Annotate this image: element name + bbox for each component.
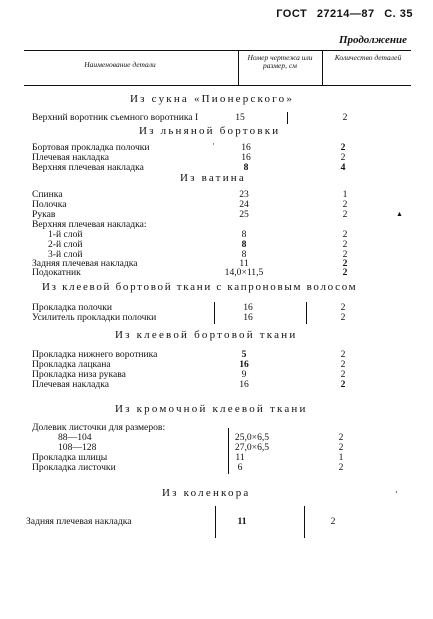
drawing-number: 9 [241,369,247,380]
drawing-number: 25 [239,209,249,220]
detail-qty: 1 [342,189,348,200]
detail-qty: 2 [340,302,346,313]
detail-qty: 2 [340,312,346,323]
continuation-label: Продолжение [338,34,407,46]
drawing-number: 11 [235,452,245,463]
detail-qty: 1 [338,452,344,463]
detail-qty: 2 [338,442,344,453]
section-title: Из сукна «Пионерского» [130,93,295,105]
drawing-number: 8 [241,249,247,260]
detail-name: Спинка [32,189,63,200]
detail-qty: 2 [342,199,348,210]
standard-number: 27214—87 [316,8,375,20]
smudge-mark: · [212,139,215,149]
detail-qty: 2 [342,258,348,269]
detail-qty: 2 [340,152,346,163]
section-title: Из клеевой бортовой ткани [115,329,298,341]
detail-name: Подокатник [32,267,81,278]
drawing-number: 16 [243,312,253,323]
detail-name: Прокладка полочки [32,302,113,313]
detail-qty: 2 [338,462,344,473]
drawing-number: 8 [243,162,249,173]
column-header-name: Наименование детали [84,60,156,69]
section-title: Из ватина [180,172,246,184]
drawing-number: 16 [239,379,249,390]
detail-qty: 2 [338,432,344,443]
detail-qty: 2 [340,359,346,370]
section-title: Из клеевой бортовой ткани с капроновым волосом [42,281,358,293]
column-bar [306,302,307,324]
column-bar [304,506,305,538]
detail-name: Задняя плечевая накладка [26,516,132,527]
column-divider-2 [322,50,323,85]
drawing-number: 8 [241,229,247,240]
detail-name: Плечевая накладка [32,152,110,163]
detail-qty: 2 [340,349,346,360]
detail-qty: 2 [342,209,348,220]
drawing-number: 8 [241,239,247,250]
detail-name: 1-й слой [48,229,83,240]
detail-qty: 2 [342,229,348,240]
section-title: Из коленкора [162,487,251,499]
detail-name: Прокладка шлицы [32,452,108,463]
drawing-number: 24 [239,199,249,210]
detail-name: 88—104 [58,432,92,443]
detail-name: 3-й слой [48,249,83,260]
detail-qty: 2 [342,239,348,250]
detail-qty: 2 [342,267,348,278]
standard-label: ГОСТ [276,8,308,20]
drawing-number: 11 [237,516,247,527]
drawing-number: 23 [239,189,249,200]
page-number: С. 35 [384,8,413,20]
table-header-rule [24,85,411,86]
detail-qty: 2 [340,142,346,153]
drawing-number: 16 [241,152,251,163]
drawing-number: 6 [237,462,243,473]
drawing-number: 11 [239,258,249,269]
drawing-number: 25,0×6,5 [234,432,270,443]
section-title: Из льняной бортовки [139,125,281,137]
drawing-number: 5 [241,349,247,360]
stray-mark: ▲ [396,210,403,218]
detail-qty: 4 [340,162,346,173]
drawing-number: 14,0×11,5 [224,267,264,278]
detail-qty: 2 [330,516,336,527]
column-header-drawing: Номер чертежа или размер, см [247,53,313,70]
detail-name: Прокладка нижнего воротника [32,349,158,360]
detail-name: Усилитель прокладки полочки [32,312,157,323]
detail-qty: 2 [342,112,348,123]
column-bar [287,112,288,124]
detail-qty: 2 [340,369,346,380]
detail-qty: 2 [340,379,346,390]
detail-name: Верхняя плечевая накладка [32,162,144,173]
drawing-number: 16 [241,142,251,153]
detail-name: Прокладка низа рукава [32,369,126,380]
detail-name: Полочка [32,199,67,210]
detail-name: 2-й слой [48,239,83,250]
detail-name: Прокладка листочки [32,462,116,473]
detail-name: Долевик листочки для размеров: [32,422,166,433]
drawing-number: 27,0×6,5 [234,442,270,453]
detail-name: Рукав [32,209,56,220]
detail-name: Задняя плечевая накладка [32,258,138,269]
column-bar [214,302,215,324]
section-title: Из кромочной клеевой ткани [115,403,308,415]
detail-name: 108—128 [58,442,97,453]
stray-mark: ¸ [395,484,398,493]
detail-name: Верхняя плечевая накладка: [32,219,147,230]
drawing-number: 16 [239,359,249,370]
detail-qty: 2 [342,249,348,260]
column-header-qty: Количество деталей [334,53,402,62]
drawing-number: 16 [243,302,253,313]
detail-name: Плечевая накладка [32,379,110,390]
detail-name: Верхний воротник съемного воротника I [32,112,199,123]
table-top-rule [24,50,411,51]
detail-name: Прокладка лацкана [32,359,111,370]
drawing-number: 15 [235,112,245,123]
detail-name: Бортовая прокладка полочки [32,142,150,153]
column-divider-1 [238,50,239,85]
page-header [270,8,413,20]
